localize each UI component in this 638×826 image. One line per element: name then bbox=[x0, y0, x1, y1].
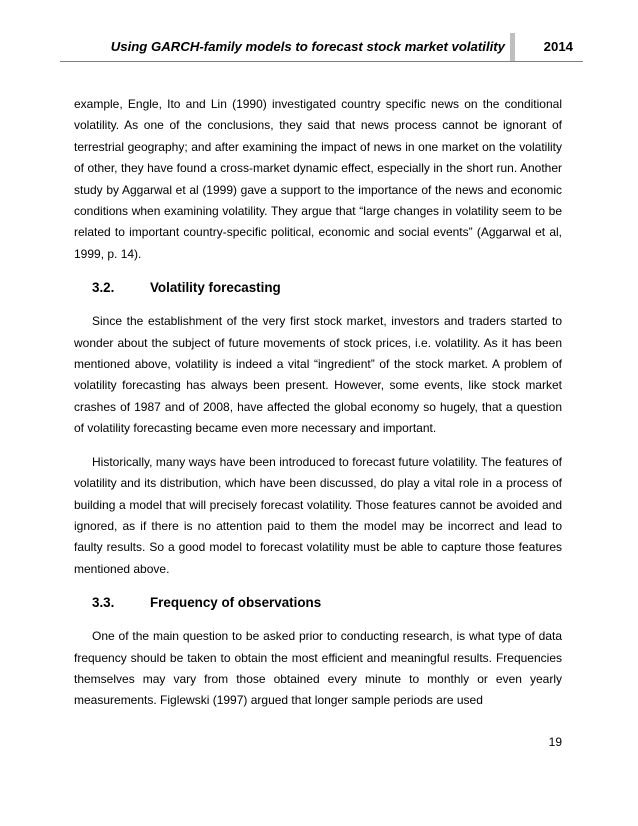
section-title: Frequency of observations bbox=[150, 595, 322, 611]
section-heading-volatility-forecasting bbox=[92, 279, 562, 297]
section-number: 3.3. bbox=[92, 595, 115, 611]
section-heading-frequency-observations bbox=[92, 594, 562, 612]
header-separator bbox=[510, 33, 515, 61]
section-title: Volatility forecasting bbox=[150, 280, 281, 296]
header-title: Using GARCH-family models to forecast stock market volatility bbox=[110, 39, 505, 54]
page-number: 19 bbox=[548, 735, 562, 749]
paragraph-forecasting-history: Since the establishment of the very first stock market, investors and traders started to wonder about the subject of future movements of stock prices, i.e. volatility. As it has been mentioned above, volatility is indeed a vital “ingredient” of the stock market. A problem of volatility forecasting has always been present. However, some events, like stock market crashes of 1987 and of 2008, have affected the global economy so hugely, that a question of volatility forecasting became even more necessary and important. bbox=[74, 314, 562, 436]
paragraph-data-frequency: One of the main question to be asked prior to conducting research, is what type of data frequency should be taken to obtain the most efficient and meaningful results. Frequencies themselves may vary from those obtained every minute to monthly or even yearly measurements. Figlewski (1997) argued that longer sample periods are used bbox=[74, 629, 562, 708]
header-year: 2014 bbox=[543, 39, 573, 54]
page-body bbox=[74, 94, 562, 712]
paragraph-news-studies: example, Engle, Ito and Lin (1990) investigated country specific news on the conditional volatility. As one of the conclusions, they said that news process cannot be ignorant of terrestrial geography; and after examining the impact of news in one market on the volatility of other, they have found a cross-market dynamic effect, especially in the short run. Another study by Aggarwal et al (1999) gave a support to the importance of the news and economic conditions when examining volatility. They argue that “large changes in volatility seem to be related to important country-specific political, economic and social events” (Aggarwal et al, 1999, p. 14). bbox=[74, 97, 562, 261]
page-header bbox=[60, 33, 583, 62]
section-number: 3.2. bbox=[92, 280, 115, 296]
paragraph-forecasting-features: Historically, many ways have been introduced to forecast future volatility. The features of volatility and its distribution, which have been discussed, do play a vital role in a process of building a model that will precisely forecast volatility. Those features cannot be avoided and ignored, as if there is no attention paid to them the model may be incorrect and lead to faulty results. So a good model to forecast volatility must be able to capture those features mentioned above. bbox=[74, 454, 562, 576]
